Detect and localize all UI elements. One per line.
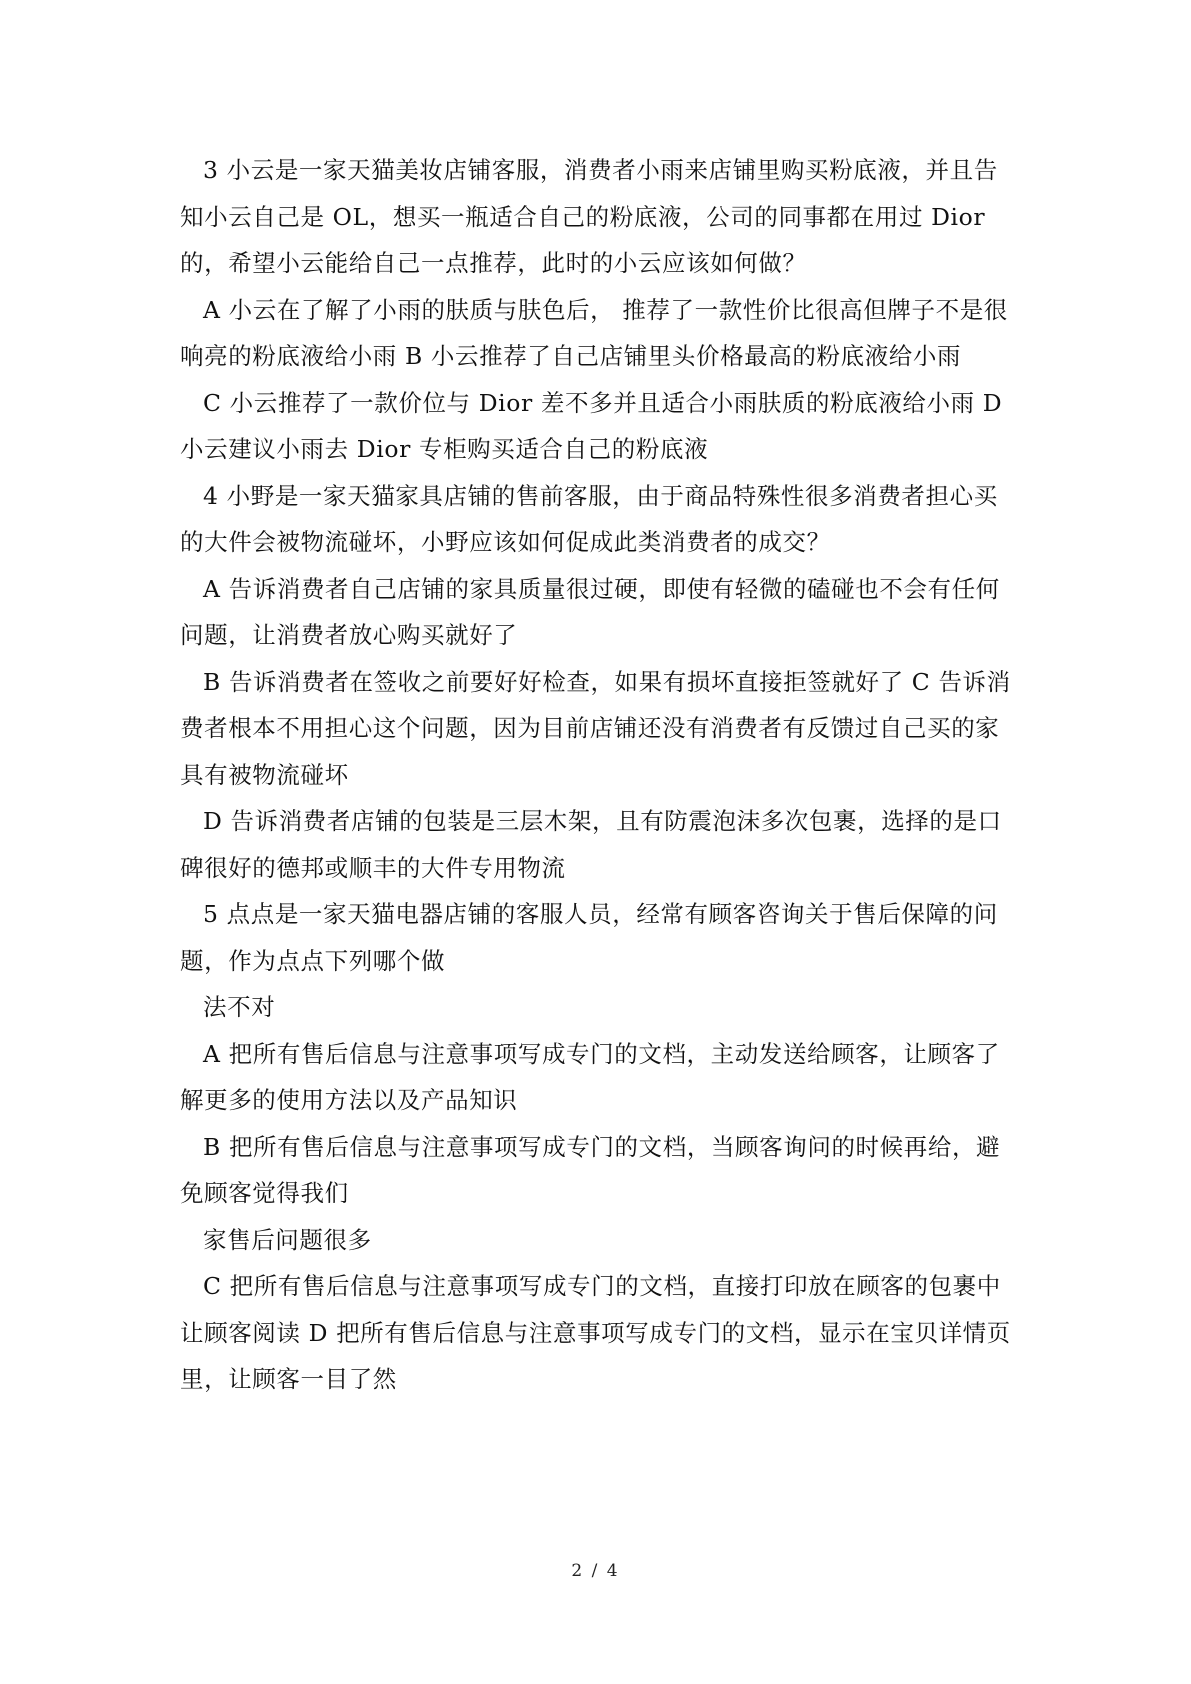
question-5-option-b-continued: 家售后问题很多 xyxy=(203,1225,372,1254)
question-4-options-b-c: B 告诉消费者在签收之前要好好检查，如果有损坏直接拒签就好了 C 告诉消费者根本不用担心这个问题，因为目前店铺还没有消费者有反馈过自己买的家具有被物流碰坏 xyxy=(180,667,1011,789)
question-4-stem: 4 小野是一家天猫家具店铺的售前客服，由于商品特殊性很多消费者担心买的大件会被物流碰坏，小野应该如何促成此类消费者的成交？ xyxy=(180,481,998,556)
question-5-option-b: B 把所有售后信息与注意事项写成专门的文档，当顾客询问的时候再给，避免顾客觉得我们 xyxy=(180,1132,1001,1207)
question-5-option-a: A 把所有售后信息与注意事项写成专门的文档，主动发送给顾客，让顾客了解更多的使用方法以及产品知识 xyxy=(180,1039,1000,1114)
question-3-options-c-d: C 小云推荐了一款价位与 Dior 差不多并且适合小雨肤质的粉底液给小雨 D 小云建议小雨去 Dior 专柜购买适合自己的粉底液 xyxy=(180,388,1003,463)
question-4-option-d: D 告诉消费者店铺的包装是三层木架，且有防震泡沫多次包裹，选择的是口碑很好的德邦或顺丰的大件专用物流 xyxy=(180,807,1002,882)
page-number: 2 / 4 xyxy=(571,1561,620,1581)
document-body xyxy=(180,147,1020,1403)
question-5-stem: 5 点点是一家天猫电器店铺的客服人员，经常有顾客咨询关于售后保障的问题，作为点点下列哪个做 xyxy=(180,900,998,975)
question-4-option-a: A 告诉消费者自己店铺的家具质量很过硬，即使有轻微的磕碰也不会有任何问题，让消费者放心购买就好了 xyxy=(180,574,1000,649)
question-5-options-c-d: C 把所有售后信息与注意事项写成专门的文档，直接打印放在顾客的包裹中让顾客阅读 D 把所有售后信息与注意事项写成专门的文档，显示在宝贝详情页里，让顾客一目了然 xyxy=(180,1272,1011,1393)
question-5-stem-continued: 法不对 xyxy=(203,993,276,1021)
question-3-stem: 3 小云是一家天猫美妆店铺客服，消费者小雨来店铺里购买粉底液，并且告知小云自己是 OL，想买一瓶适合自己的粉底液，公司的同事都在用过 Dior 的，希望小云能给自己一点推荐，此时的小云应该如何做？ xyxy=(180,156,998,277)
question-3-options-a-b: A 小云在了解了小雨的肤质与肤色后， 推荐了一款性价比很高但牌子不是很响亮的粉底液给小雨 B 小云推荐了自己店铺里头价格最高的粉底液给小雨 xyxy=(180,295,1008,370)
